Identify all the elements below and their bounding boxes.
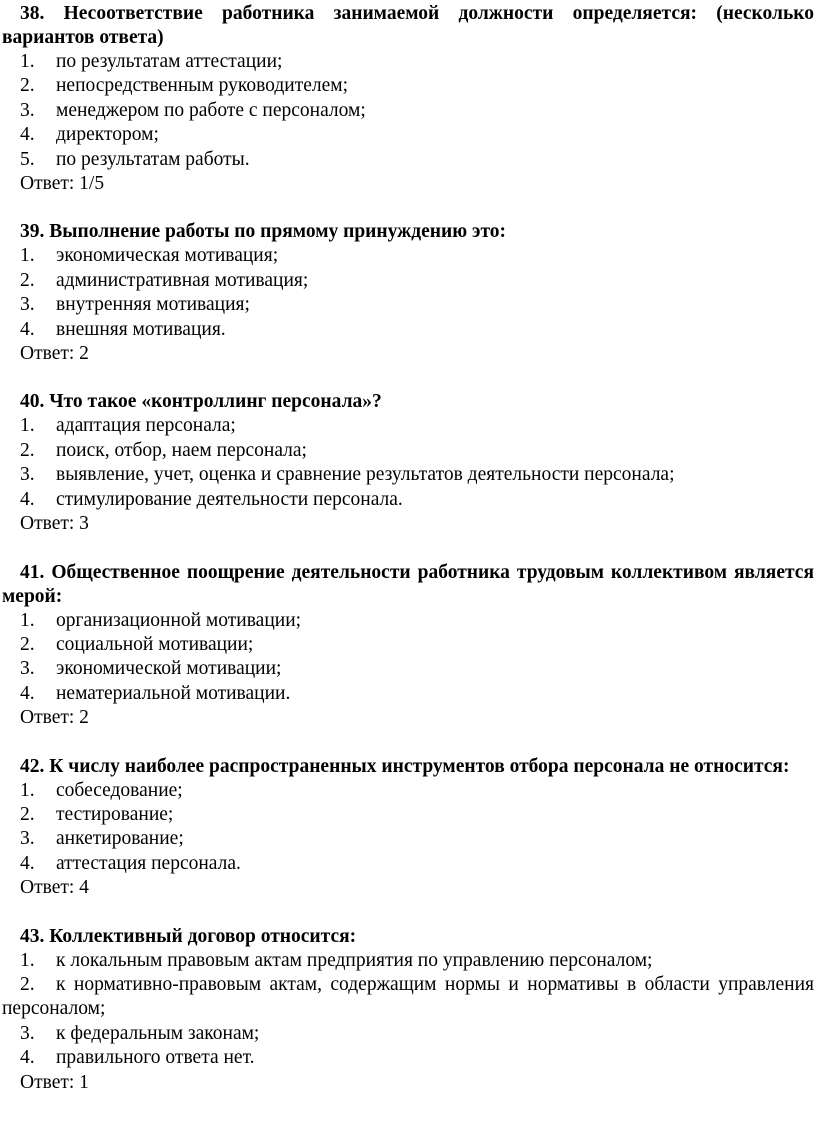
option-number: 1. <box>20 779 35 801</box>
option-number: 4. <box>20 124 35 146</box>
option-text: внешняя мотивация. <box>56 318 226 340</box>
option-item <box>2 74 814 98</box>
option-number: 1. <box>20 949 35 971</box>
answer-line: Ответ: 1 <box>20 1071 89 1093</box>
option-item <box>2 827 814 851</box>
option-number: 2. <box>20 973 35 995</box>
option-item <box>2 852 814 876</box>
question-title: 41. Общественное поощрение деятельности работника трудовым коллективом является мерой: <box>2 561 814 607</box>
option-item <box>2 633 814 657</box>
option-text: директором; <box>56 124 159 146</box>
option-text: административная мотивация; <box>56 269 309 291</box>
option-item <box>2 488 814 512</box>
question-title: 42. К числу наиболее распространенных инструментов отбора персонала не относится: <box>20 755 790 777</box>
option-number: 4. <box>20 852 35 874</box>
option-item <box>2 803 814 827</box>
option-text: тестирование; <box>56 803 174 825</box>
option-text: экономическая мотивация; <box>56 245 279 267</box>
option-number: 1. <box>20 609 35 631</box>
option-number: 1. <box>20 245 35 267</box>
option-text: экономической мотивации; <box>56 658 282 680</box>
option-item <box>2 657 814 681</box>
option-item <box>2 414 814 438</box>
option-number: 2. <box>20 633 35 655</box>
option-item <box>2 949 814 973</box>
option-item <box>2 1046 814 1070</box>
option-text: к локальным правовым актам предприятия по управлению персоналом; <box>56 949 653 971</box>
option-item <box>2 463 814 487</box>
option-item <box>2 148 814 172</box>
answer-line: Ответ: 2 <box>20 707 89 729</box>
option-text: по результатам работы. <box>56 148 250 170</box>
option-item <box>2 779 814 803</box>
answer-line: Ответ: 3 <box>20 513 89 535</box>
option-text: поиск, отбор, наем персонала; <box>56 439 307 461</box>
option-item <box>2 609 814 633</box>
option-number: 3. <box>20 294 35 316</box>
option-text: собеседование; <box>56 779 183 801</box>
question-43 <box>2 925 814 1095</box>
option-text: внутренняя мотивация; <box>56 294 250 316</box>
question-title: 38. Несоответствие работника занимаемой должности определяется: (несколько вариантов ответа) <box>2 3 814 48</box>
option-number: 2. <box>20 75 35 97</box>
answer-line: Ответ: 2 <box>20 343 89 365</box>
option-number: 3. <box>20 658 35 680</box>
option-number: 4. <box>20 682 35 704</box>
question-41 <box>2 561 814 731</box>
option-text: стимулирование деятельности персонала. <box>56 488 403 510</box>
option-number: 3. <box>20 828 35 850</box>
option-text: нематериальной мотивации. <box>56 682 291 704</box>
option-number: 3. <box>20 99 35 121</box>
option-text: выявление, учет, оценка и сравнение результатов деятельности персонала; <box>56 464 675 486</box>
option-item <box>2 269 814 293</box>
question-38 <box>2 2 814 196</box>
option-text: менеджером по работе с персоналом; <box>56 99 366 121</box>
option-item <box>2 50 814 74</box>
option-item <box>2 244 814 268</box>
option-number: 4. <box>20 1047 35 1069</box>
option-text: непосредственным руководителем; <box>56 75 349 97</box>
option-number: 2. <box>20 803 35 825</box>
option-number: 2. <box>20 439 35 461</box>
question-title: 39. Выполнение работы по прямому принуждению это: <box>20 221 507 243</box>
option-text: к федеральным законам; <box>56 1022 260 1044</box>
question-40 <box>2 390 814 536</box>
option-text: адаптация персонала; <box>56 415 236 437</box>
option-number: 3. <box>20 1022 35 1044</box>
option-number: 4. <box>20 318 35 340</box>
option-number: 2. <box>20 269 35 291</box>
option-item <box>2 973 814 1022</box>
option-text: к нормативно-правовым актам, содержащим нормы и нормативы в области управления персоналом; <box>2 973 814 1020</box>
option-item <box>2 439 814 463</box>
option-item <box>2 99 814 123</box>
question-title: 43. Коллективный договор относится: <box>20 925 357 947</box>
option-number: 1. <box>20 51 35 72</box>
option-item <box>2 318 814 342</box>
option-text: по результатам аттестации; <box>56 51 283 72</box>
option-text: социальной мотивации; <box>56 633 254 655</box>
option-item <box>2 123 814 147</box>
option-item <box>2 1022 814 1046</box>
option-item <box>2 682 814 706</box>
question-42 <box>2 755 814 901</box>
answer-line: Ответ: 4 <box>20 877 89 899</box>
option-number: 4. <box>20 488 35 510</box>
option-number: 3. <box>20 464 35 486</box>
option-text: правильного ответа нет. <box>56 1047 255 1069</box>
option-number: 5. <box>20 148 35 170</box>
option-text: аттестация персонала. <box>56 852 241 874</box>
option-number: 1. <box>20 415 35 437</box>
answer-line: Ответ: 1/5 <box>20 173 105 195</box>
option-text: анкетирование; <box>56 828 184 850</box>
option-item <box>2 293 814 317</box>
question-title: 40. Что такое «контроллинг персонала»? <box>20 391 382 413</box>
option-text: организационной мотивации; <box>56 609 302 631</box>
question-39 <box>2 220 814 366</box>
